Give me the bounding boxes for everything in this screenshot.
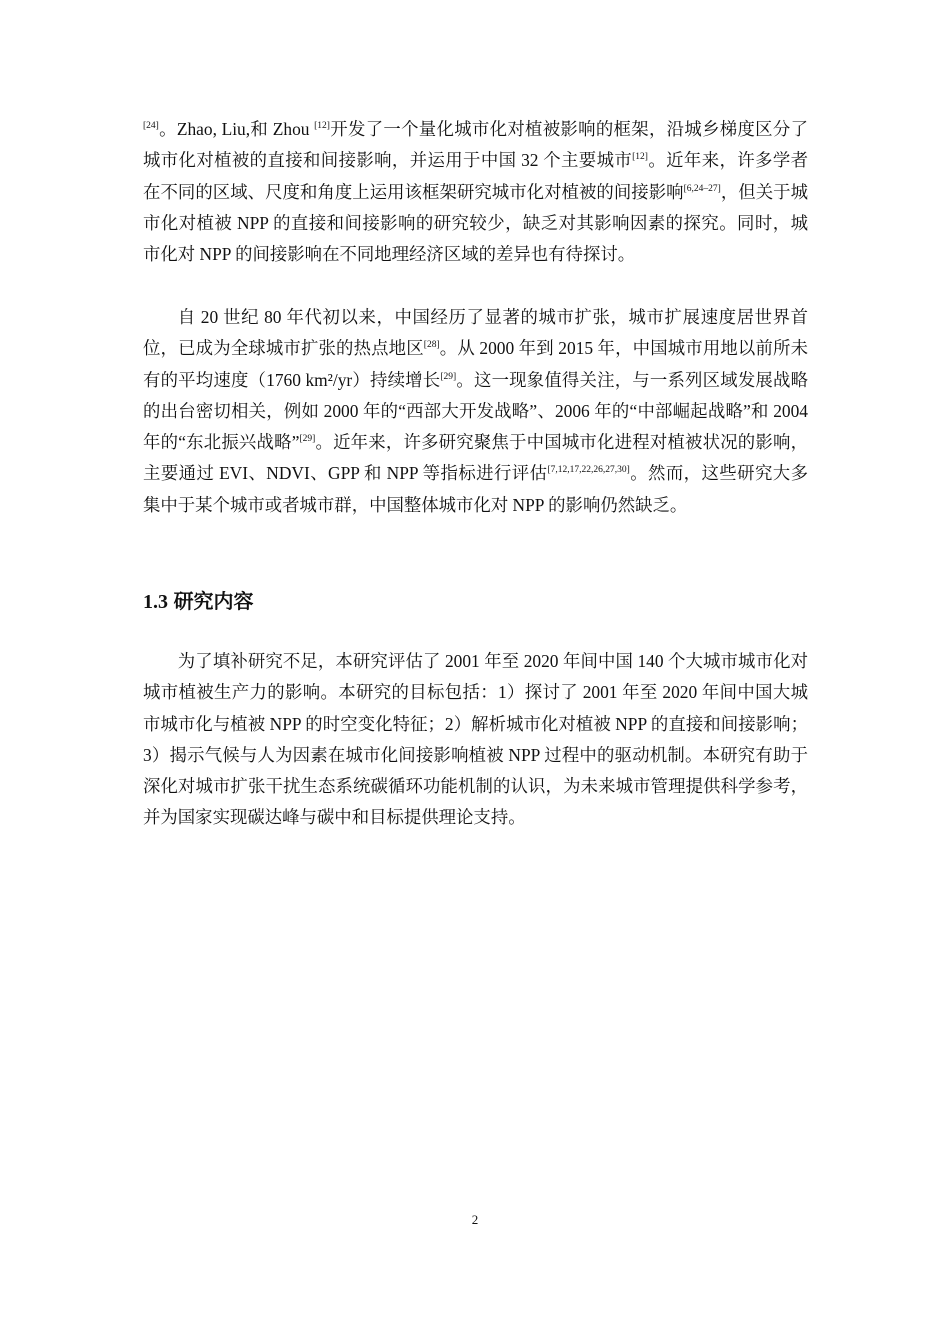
citation: [29]	[440, 371, 457, 382]
citation: [29]	[299, 434, 316, 445]
paragraph-text: 。然而，这些研究大多集中于某个城市或者城市群，中国整体城市化对 NPP 的影响仍然缺乏。	[143, 463, 808, 515]
page-number: 2	[471, 1212, 479, 1227]
paragraph-text: 。从 2000 年到 2015 年，中国城市用地以前所未有的平均速度（1760 km²/yr）持续增长	[143, 338, 808, 390]
citation: [6,24–27]	[683, 183, 721, 194]
paragraph-3	[143, 646, 808, 834]
citation: [7,12,17,22,26,27,30]	[547, 465, 630, 476]
paragraph-text: 为了填补研究不足，本研究评估了 2001 年至 2020 年间中国 140 个大城市城市化对城市植被生产力的影响。本研究的目标包括：1）探讨了 2001 年至 2020 年间中国大城市城市化与植被 NPP 的时空变化特征；2）解析城市化对植被 NPP 的直接和间接影响；3）揭示气候与人为因素在城市化间接影响植被 NPP 过程中的驱动机制。本研究有助于深化对城市扩张干扰生态系统碳循环功能机制的认识，为未来城市管理提供科学参考，并为国家实现碳达峰与碳中和目标提供理论支持。	[143, 651, 808, 828]
citation: [12]	[632, 152, 648, 163]
citation: [12]	[314, 121, 330, 131]
paragraph-1	[143, 114, 808, 270]
paragraph-text: 。近年来，许多学者在不同的区域、尺度和角度上运用该框架研究城市化对植被的间接影响	[143, 150, 808, 202]
paragraph-2	[143, 302, 808, 521]
section-number: 1.3	[143, 591, 168, 613]
section-title: 研究内容	[173, 591, 254, 613]
citation: [24]	[143, 121, 159, 131]
paragraph-text: 自 20 世纪 80 年代初以来，中国经历了显著的城市扩张，城市扩展速度居世界首位，已成为全球城市扩张的热点地区	[143, 307, 808, 359]
paragraph-text: 。近年来，许多研究聚焦于中国城市化进程对植被状况的影响，主要通过 EVI、NDVI、GPP 和 NPP 等指标进行评估	[143, 432, 808, 484]
paragraph-text: 。这一现象值得关注，与一系列区域发展战略的出台密切相关，例如 2000 年的“西部大开发战略”、2006 年的“中部崛起战略”和 2004 年的“东北振兴战略”	[143, 369, 808, 453]
paragraph-text: ，但关于城市化对植被 NPP 的直接和间接影响的研究较少，缺乏对其影响因素的探究。同时，城市化对 NPP 的间接影响在不同地理经济区域的差异也有待探讨。	[143, 181, 808, 265]
citation: [28]	[423, 340, 440, 351]
paragraph-text: 。Zhao, Liu,和 Zhou	[158, 119, 315, 139]
paragraph-text: 开发了一个量化城市化对植被影响的框架，沿城乡梯度区分了城市化对植被的直接和间接影响，并运用于中国 32 个主要城市	[143, 119, 808, 171]
section-heading	[143, 587, 254, 617]
